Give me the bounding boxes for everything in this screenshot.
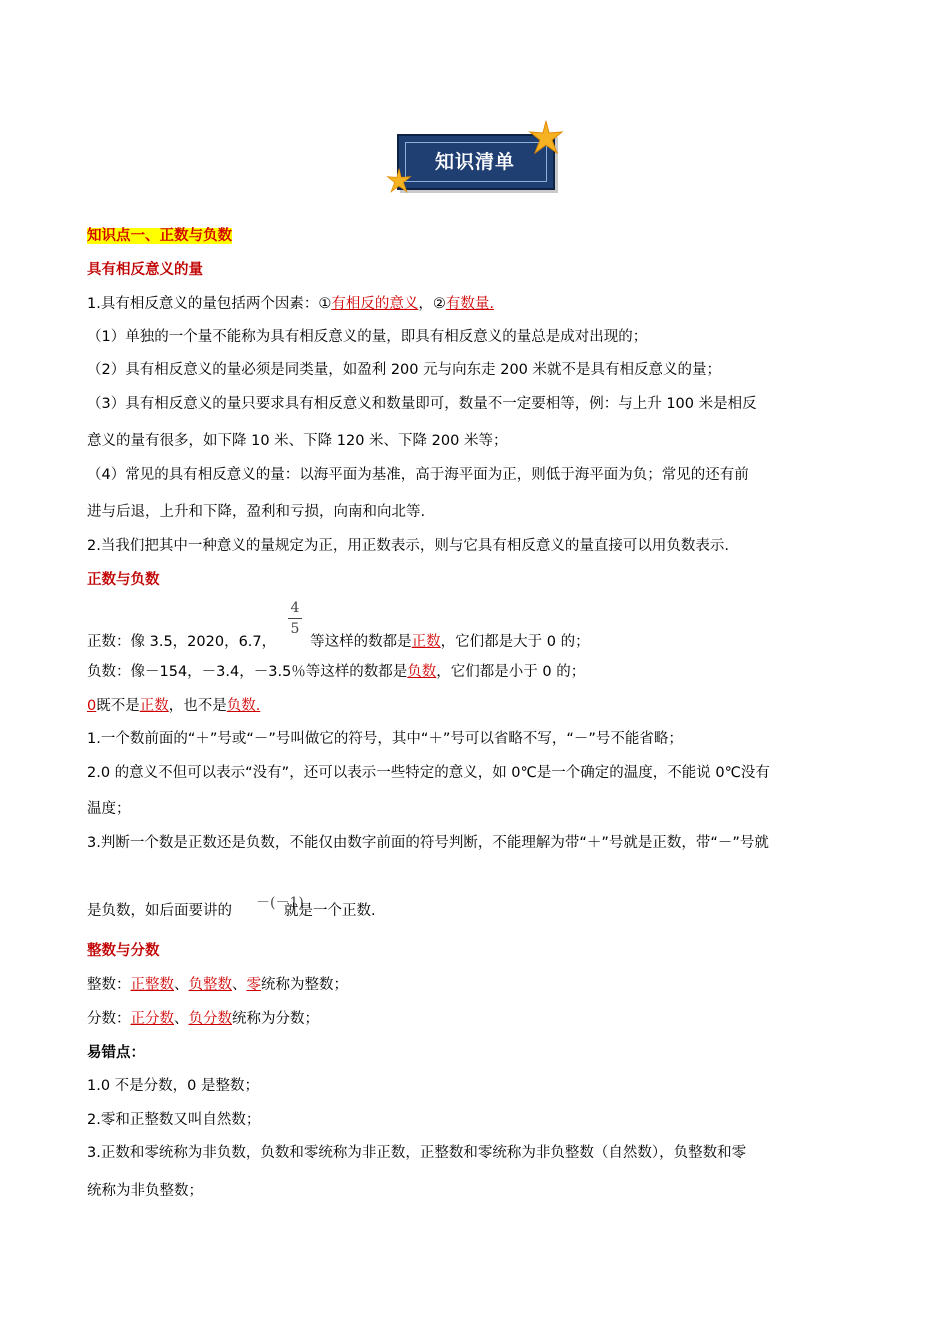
label-heading: 易错点： — [87, 1045, 145, 1061]
paragraph: （4）常见的具有相反意义的量：以海平面为基准，高于海平面为正，则低于海平面为负；常见的还有前 — [87, 467, 749, 483]
subheading: 整数与分数 — [87, 943, 160, 959]
paragraph: 正数：像 3.5，2020，6.7， 等这样的数都是正数，它们都是大于 0 的； — [87, 634, 590, 650]
paragraph: （1）单独的一个量不能称为具有相反意义的量，即具有相反意义的量总是成对出现的； — [87, 329, 648, 345]
paragraph: 整数：正整数、负整数、零统称为整数； — [87, 977, 348, 993]
paragraph: 温度； — [87, 801, 131, 817]
paragraph: 1.0 不是分数，0 是整数； — [87, 1078, 260, 1094]
paragraph: 3.正数和零统称为非负数，负数和零统称为非正数，正整数和零统称为非负整数（自然数），负整数和零 — [87, 1145, 747, 1161]
paragraph: 2.零和正整数又叫自然数； — [87, 1112, 261, 1128]
section-heading: 知识点一、正数与负数 — [87, 228, 232, 244]
paragraph: 0既不是正数，也不是负数. — [87, 698, 261, 714]
banner-title: 知识清单 — [434, 151, 515, 173]
subheading: 正数与负数 — [87, 572, 160, 588]
paragraph: 分数：正分数、负分数统称为分数； — [87, 1011, 319, 1027]
star-icon — [528, 120, 564, 156]
fraction-numerator: 4 — [290, 600, 300, 616]
subheading: 具有相反意义的量 — [87, 262, 203, 278]
paragraph: 1.一个数前面的“＋”号或“－”号叫做它的符号，其中“＋”号可以省略不写，“－”号不能省略； — [87, 731, 683, 747]
paragraph: 2.当我们把其中一种意义的量规定为正，用正数表示，则与它具有相反意义的量直接可以用负数表示. — [87, 538, 729, 554]
paragraph: 1.具有相反意义的量包括两个因素：①有相反的意义，②有数量. — [87, 296, 494, 312]
paragraph: 进与后退，上升和下降，盈利和亏损，向南和向北等. — [87, 504, 426, 520]
paragraph: 统称为非负整数； — [87, 1183, 203, 1199]
paragraph: 意义的量有很多，如下降 10 米、下降 120 米、下降 200 米等； — [87, 433, 508, 449]
paragraph: （3）具有相反意义的量只要求具有相反意义和数量即可，数量不一定要相等，例：与上升 100 米是相反 — [87, 396, 757, 412]
paragraph: 负数：像－154，－3.4，－3.5％等这样的数都是负数，它们都是小于 0 的； — [87, 664, 586, 680]
paragraph: 2.0 的意义不但可以表示“没有”，还可以表示一些特定的意义，如 0℃是一个确定的温度，不能说 0℃没有 — [87, 765, 770, 781]
paragraph: 3.判断一个数是正数还是负数，不能仅由数字前面的符号判断，不能理解为带“＋”号就是正数，带“－”号就 — [87, 835, 769, 851]
star-icon — [386, 168, 412, 194]
paragraph: （2）具有相反意义的量必须是同类量，如盈利 200 元与向东走 200 米就不是具有相反意义的量； — [87, 362, 722, 378]
fraction-denominator: 5 — [290, 621, 300, 637]
paragraph: 是负数，如后面要讲的 就是一个正数. — [87, 903, 376, 919]
math-expression: －(－1) — [256, 895, 304, 911]
